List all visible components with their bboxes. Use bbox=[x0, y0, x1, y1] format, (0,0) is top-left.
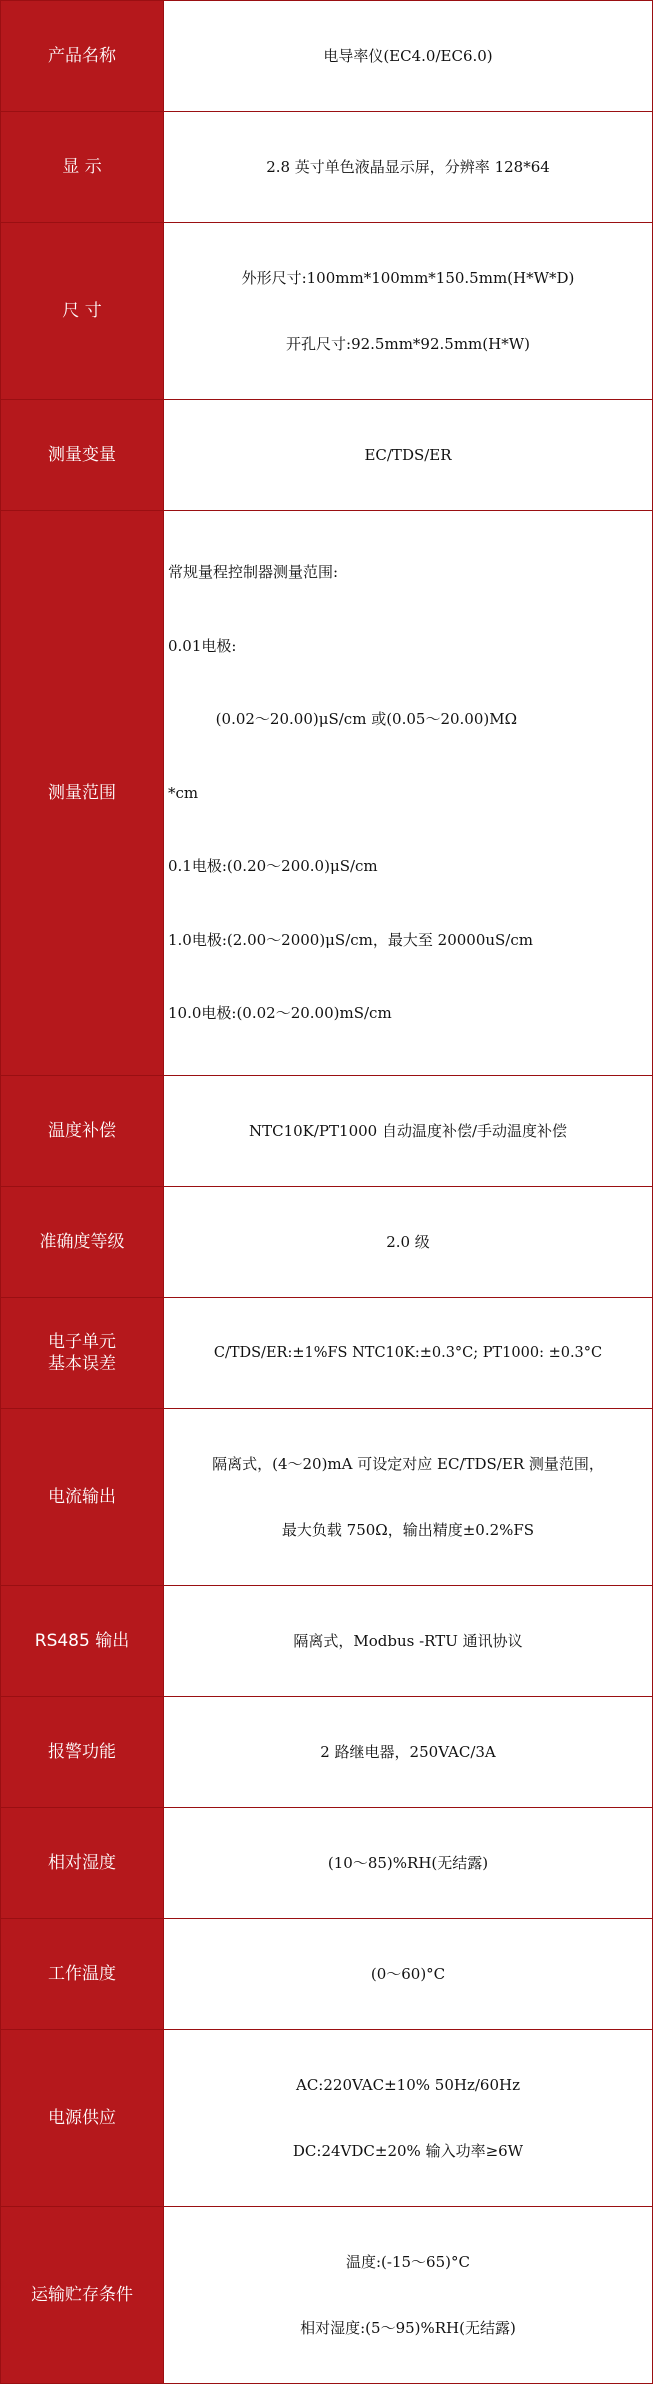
row-label bbox=[1, 1297, 164, 1408]
row-value bbox=[164, 400, 653, 511]
row-value bbox=[164, 112, 653, 223]
value-line: 1.0电极:(2.00～2000)μS/cm，最大至 20000uS/cm bbox=[168, 930, 533, 949]
value-line: DC:24VDC±20% 输入功率≥6W bbox=[292, 2141, 524, 2160]
value-line: 2 路继电器，250VAC/3A bbox=[320, 1742, 496, 1761]
row-value bbox=[164, 1186, 653, 1297]
value-line: 外形尺寸:100mm*100mm*150.5mm(H*W*D) bbox=[241, 269, 575, 287]
value-line: 10.0电极:(0.02～20.00)mS/cm bbox=[168, 1004, 392, 1022]
row-label: 电流输出 bbox=[1, 1408, 164, 1585]
row-label: 尺 寸 bbox=[1, 223, 164, 400]
value-line: 电导率仪(EC4.0/EC6.0) bbox=[323, 47, 493, 65]
value-line: NTC10K/PT1000 自动温度补偿/手动温度补偿 bbox=[248, 1121, 568, 1140]
row-value bbox=[164, 1297, 653, 1408]
row-value bbox=[164, 2029, 653, 2206]
spec-row-temp-compensation bbox=[1, 1075, 653, 1186]
value-line: 最大负载 750Ω，输出精度±0.2%FS bbox=[281, 1520, 535, 1539]
spec-row-display bbox=[1, 112, 653, 223]
spec-row-measurement-range bbox=[1, 511, 653, 1076]
spec-row-product-name bbox=[1, 1, 653, 112]
spec-row-measured-variable bbox=[1, 400, 653, 511]
row-value bbox=[164, 1918, 653, 2029]
row-label: 运输贮存条件 bbox=[1, 2206, 164, 2383]
row-value bbox=[164, 1807, 653, 1918]
value-line: 2.8 英寸单色液晶显示屏，分辨率 128*64 bbox=[266, 158, 550, 176]
row-label-line: 电子单元 bbox=[48, 1331, 116, 1352]
row-label-line: 基本误差 bbox=[48, 1353, 116, 1374]
row-label: 工作温度 bbox=[1, 1918, 164, 2029]
value-line: 隔离式，Modbus -RTU 通讯协议 bbox=[293, 1631, 523, 1650]
value-line: (0.02～20.00)μS/cm 或(0.05～20.00)MΩ bbox=[168, 710, 518, 728]
row-value bbox=[164, 1, 653, 112]
spec-row-rs485-output bbox=[1, 1585, 653, 1696]
row-label: 测量变量 bbox=[1, 400, 164, 511]
row-value bbox=[164, 1408, 653, 1585]
value-line: AC:220VAC±10% 50Hz/60Hz bbox=[296, 2075, 520, 2094]
row-label: RS485 输出 bbox=[1, 1585, 164, 1696]
value-line: (10～85)%RH(无结露) bbox=[327, 1853, 489, 1872]
value-line: 0.01电极: bbox=[168, 636, 237, 655]
value-line: 相对湿度:(5～95)%RH(无结露) bbox=[300, 2318, 516, 2337]
row-label: 报警功能 bbox=[1, 1696, 164, 1807]
row-label: 相对湿度 bbox=[1, 1807, 164, 1918]
row-label: 温度补偿 bbox=[1, 1075, 164, 1186]
value-line: EC/TDS/ER bbox=[364, 446, 452, 464]
row-label: 显 示 bbox=[1, 112, 164, 223]
row-value bbox=[164, 223, 653, 400]
spec-row-operating-temp bbox=[1, 1918, 653, 2029]
value-line: *cm bbox=[168, 783, 199, 802]
row-label: 产品名称 bbox=[1, 1, 164, 112]
row-value bbox=[164, 511, 653, 1076]
row-label: 测量范围 bbox=[1, 511, 164, 1076]
spec-row-power-supply bbox=[1, 2029, 653, 2206]
spec-row-transport-storage bbox=[1, 2206, 653, 2383]
value-line: 0.1电极:(0.20～200.0)μS/cm bbox=[168, 857, 378, 875]
spec-row-electronic-error bbox=[1, 1297, 653, 1408]
row-value bbox=[164, 1585, 653, 1696]
spec-row-size bbox=[1, 223, 653, 400]
row-value bbox=[164, 2206, 653, 2383]
value-line: (0～60)°C bbox=[370, 1964, 446, 1983]
value-line: 常规量程控制器测量范围: bbox=[168, 563, 339, 581]
value-line: 2.0 级 bbox=[386, 1232, 430, 1251]
row-label: 电源供应 bbox=[1, 2029, 164, 2206]
spec-row-current-output bbox=[1, 1408, 653, 1585]
spec-row-accuracy-class bbox=[1, 1186, 653, 1297]
value-line: 开孔尺寸:92.5mm*92.5mm(H*W) bbox=[286, 335, 530, 353]
row-label: 准确度等级 bbox=[1, 1186, 164, 1297]
spec-row-alarm bbox=[1, 1696, 653, 1807]
value-line: C/TDS/ER:±1%FS NTC10K:±0.3°C; PT1000: ±0.3°C bbox=[213, 1344, 603, 1361]
row-value bbox=[164, 1696, 653, 1807]
spec-row-humidity bbox=[1, 1807, 653, 1918]
value-line: 隔离式，(4～20)mA 可设定对应 EC/TDS/ER 测量范围， bbox=[212, 1454, 604, 1473]
value-line: 温度:(-15～65)°C bbox=[346, 2252, 470, 2271]
row-value bbox=[164, 1075, 653, 1186]
